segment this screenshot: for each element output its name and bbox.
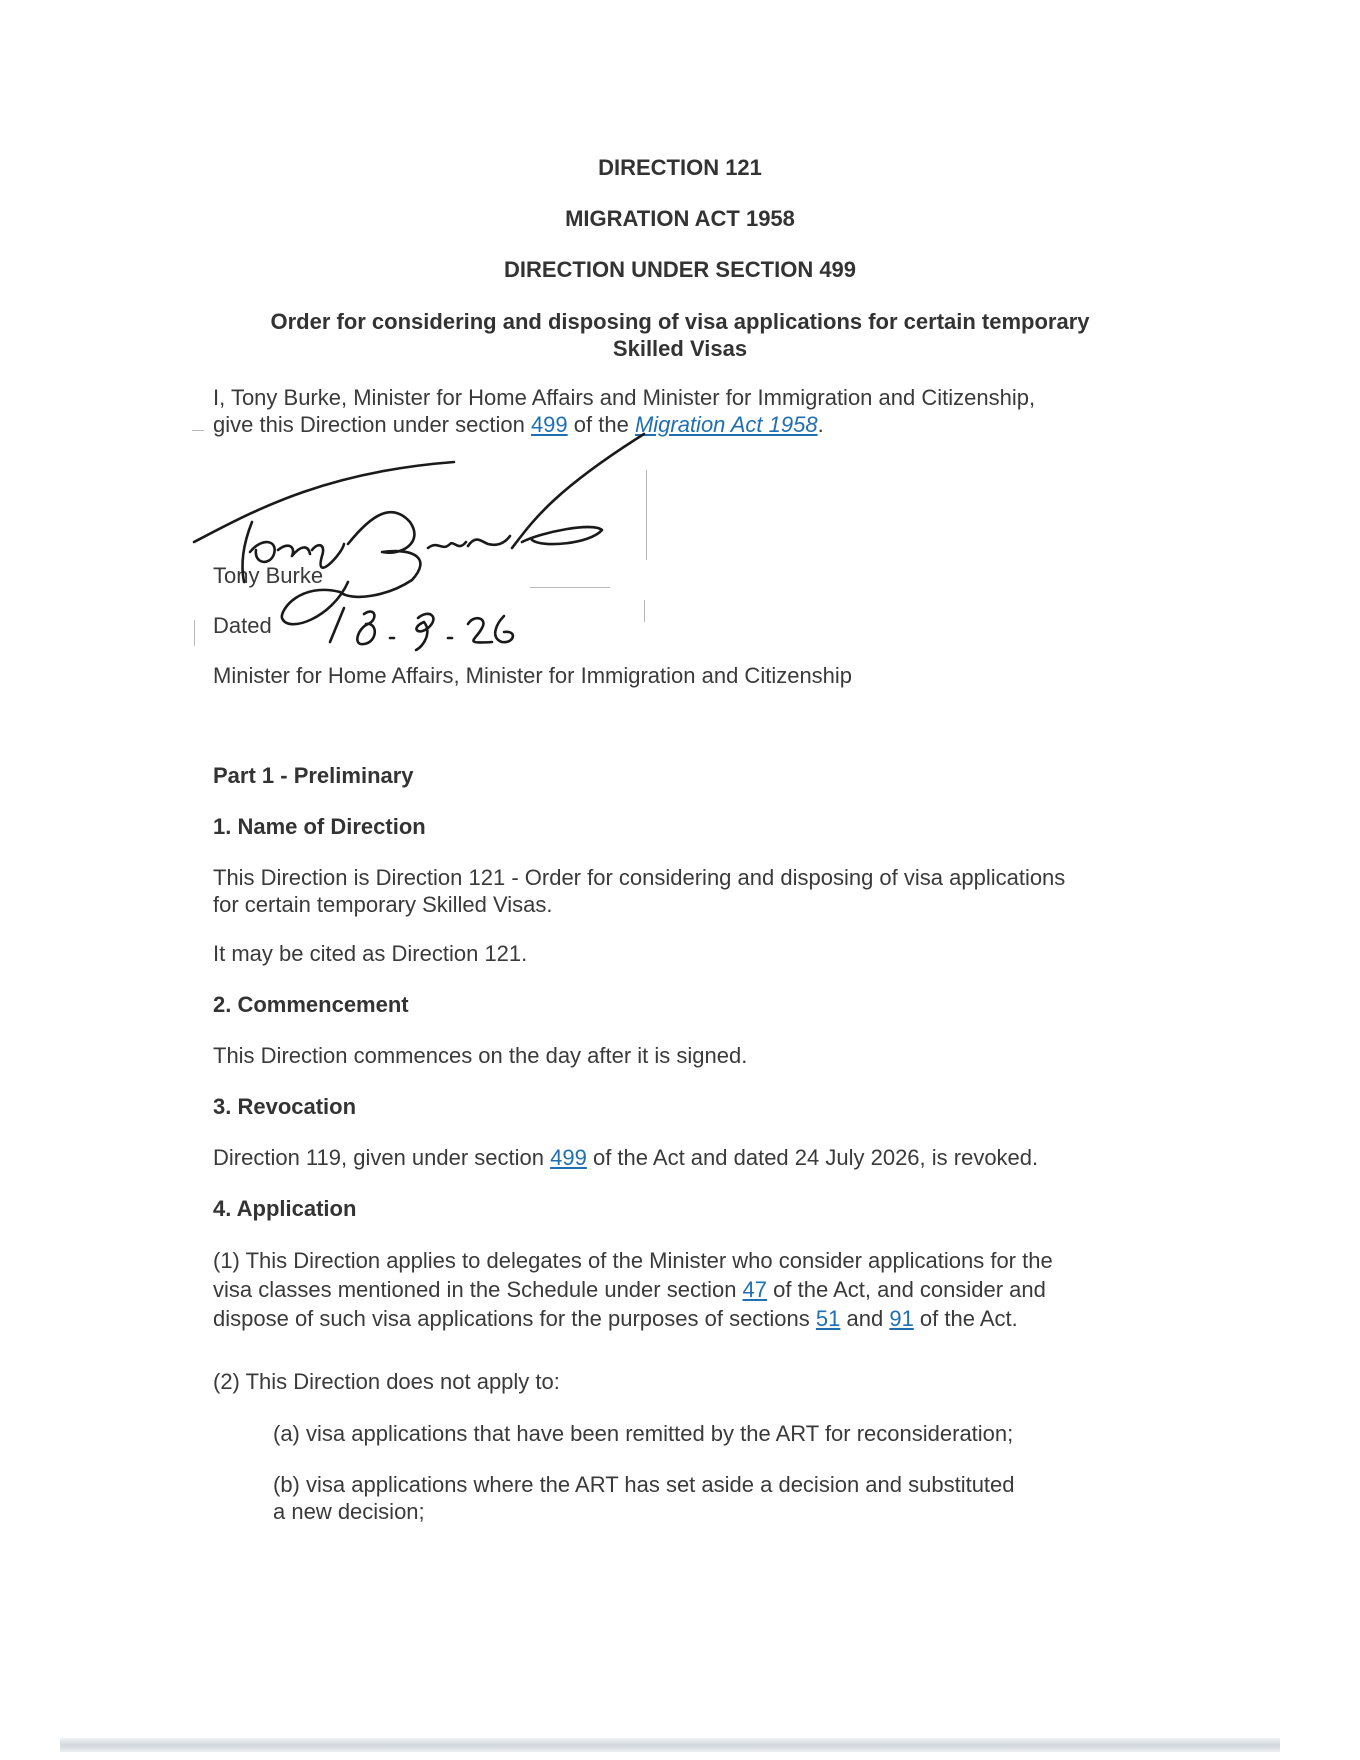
section1-paragraph1 — [213, 864, 1133, 918]
section3-paragraph — [213, 1144, 1133, 1171]
section-47-link[interactable]: 47 — [742, 1277, 768, 1302]
section4-paragraph1 — [213, 1246, 1133, 1333]
section4-p1-line1: (1) This Direction applies to delegates of the Minister who consider applications for the — [213, 1248, 1053, 1273]
direction-number: DIRECTION 121 — [598, 155, 762, 180]
signatory-name: Tony Burke — [213, 563, 324, 588]
signatory-role: Minister for Home Affairs, Minister for Immigration and Citizenship — [213, 663, 853, 688]
intro-text: give this Direction under section — [213, 412, 531, 437]
section2-paragraph: This Direction commences on the day after it is signed. — [213, 1043, 748, 1068]
section4-p1-line3 — [213, 1304, 1133, 1333]
section4-text: visa classes mentioned in the Schedule under section — [213, 1277, 743, 1302]
intro-text-end: . — [817, 412, 824, 437]
handwritten-signature — [192, 432, 652, 652]
section4-text: of the Act, and consider and — [767, 1277, 1046, 1302]
section4-text: of the Act. — [913, 1306, 1018, 1331]
section-title: DIRECTION UNDER SECTION 499 — [503, 257, 857, 282]
section1-p1-line2: for certain temporary Skilled Visas. — [213, 892, 553, 917]
section-91-link[interactable]: 91 — [889, 1306, 914, 1331]
part1-heading: Part 1 - Preliminary — [213, 763, 414, 788]
migration-act-link[interactable]: Migration Act 1958 — [634, 412, 818, 437]
section3-text-end: of the Act and dated 24 July 2026, is revoked. — [586, 1145, 1039, 1170]
intro-line1: I, Tony Burke, Minister for Home Affairs and Minister for Immigration and Citizenship, — [213, 385, 1036, 410]
section4-text: and — [840, 1306, 890, 1331]
section-499-link[interactable]: 499 — [530, 412, 568, 437]
section4-item-b-line1: (b) visa applications where the ART has set aside a decision and substituted — [273, 1472, 1015, 1497]
document-title-line2: Skilled Visas — [612, 336, 748, 361]
intro-paragraph — [213, 384, 1133, 438]
section4-heading: 4. Application — [213, 1196, 357, 1221]
intro-text-mid: of the — [567, 412, 635, 437]
scan-edge-artifact — [60, 1738, 1280, 1752]
section2-heading: 2. Commencement — [213, 992, 409, 1017]
section-51-link[interactable]: 51 — [815, 1306, 841, 1331]
section4-text: dispose of such visa applications for the purposes of sections — [213, 1306, 816, 1331]
section4-item-a: (a) visa applications that have been remitted by the ART for reconsideration; — [273, 1421, 1014, 1446]
section-499-link[interactable]: 499 — [550, 1145, 587, 1170]
dated-label: Dated — [213, 613, 272, 638]
section1-p1-line1: This Direction is Direction 121 - Order for considering and disposing of visa applications — [213, 865, 1066, 890]
scan-mark — [192, 430, 204, 431]
section1-heading: 1. Name of Direction — [213, 814, 426, 839]
section1-paragraph2: It may be cited as Direction 121. — [213, 941, 528, 966]
section3-text: Direction 119, given under section — [213, 1145, 551, 1170]
section4-item-b-line2: a new decision; — [273, 1499, 425, 1524]
act-title: MIGRATION ACT 1958 — [565, 206, 795, 231]
section3-heading: 3. Revocation — [213, 1094, 357, 1119]
document-title-line1: Order for considering and disposing of visa applications for certain temporary — [270, 309, 1090, 334]
section4-p1-line2 — [213, 1275, 1133, 1304]
section4-paragraph2: (2) This Direction does not apply to: — [213, 1369, 560, 1394]
section4-item-b — [273, 1471, 1093, 1525]
document-title — [200, 308, 1160, 362]
